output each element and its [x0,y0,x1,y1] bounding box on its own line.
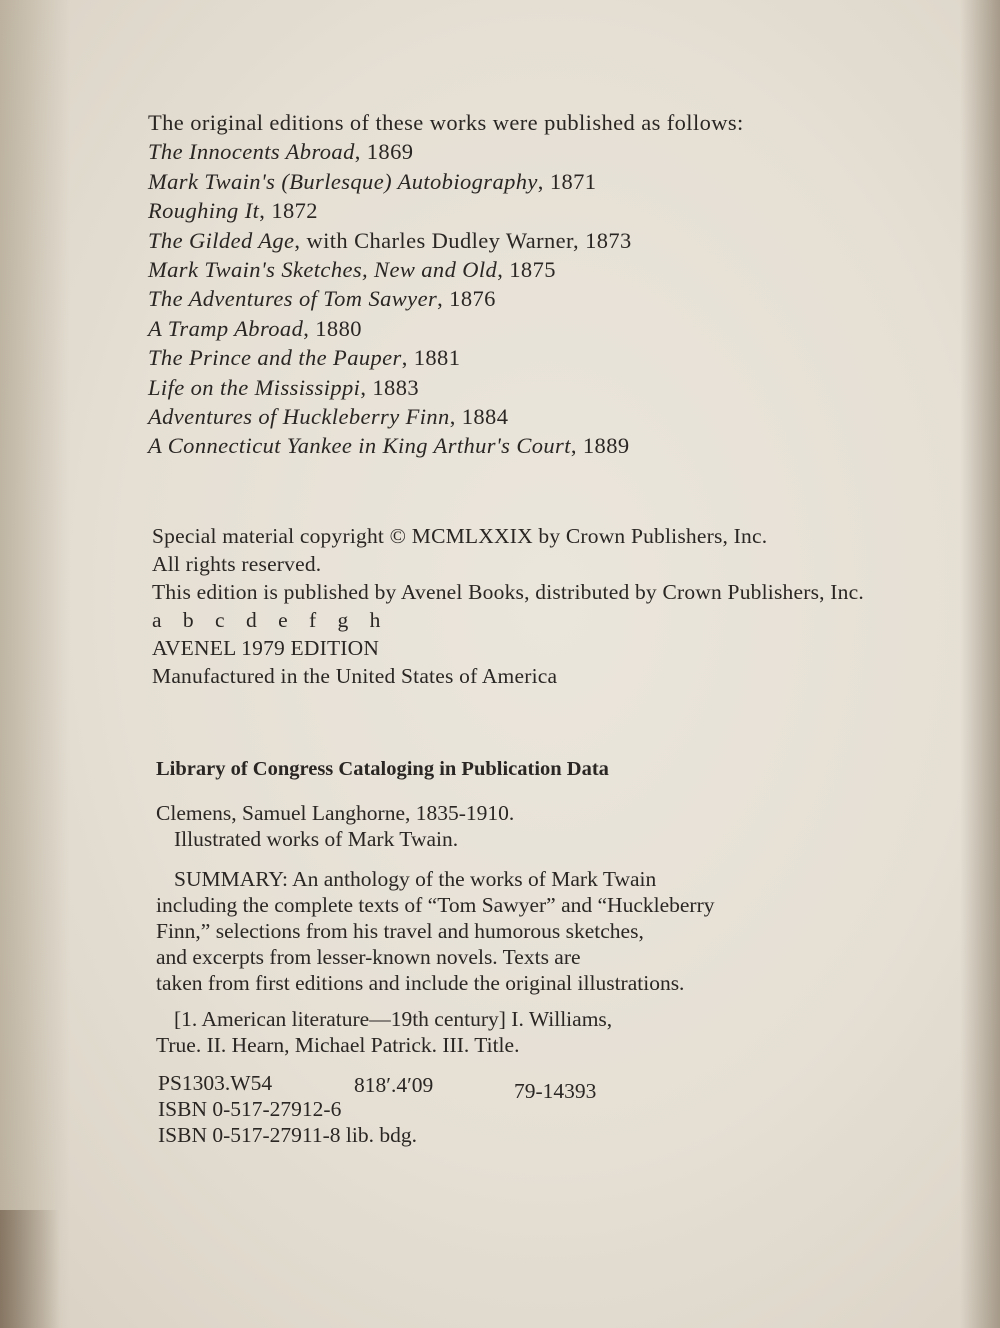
edition-item [148,196,744,225]
edition-year: , 1883 [360,374,419,400]
edition-year: , with Charles Dudley Warner, 1873 [294,227,632,253]
edition-item [148,343,744,372]
edition-item [148,373,744,402]
call-number: PS1303.W54 [158,1071,273,1095]
edition-item [148,314,744,343]
edition-year: , 1875 [497,257,556,283]
editions-items [148,137,744,460]
edition-title: Adventures of Huckleberry Finn [148,404,450,430]
cataloging-data-block [156,756,976,1152]
edition-title: The Prince and the Pauper [148,345,402,371]
edition-year: , 1876 [437,286,496,312]
summary-line: and excerpts from lesser-known novels. Texts are [156,945,581,969]
edition-year: , 1880 [303,315,362,341]
edition-title: A Tramp Abroad [148,315,304,341]
edition-title: A Connecticut Yankee in King Arthur's Court [148,433,571,459]
manufactured-line: Manufactured in the United States of America [152,664,558,688]
copyright-block [152,522,864,690]
edition-item [148,402,744,431]
publisher-line: This edition is published by Avenel Books, distributed by Crown Publishers, Inc. [152,580,864,604]
summary-line: including the complete texts of “Tom Sawyer” and “Huckleberry [156,893,715,917]
subject-line: [1. American literature—19th century] I. Williams, [174,1007,613,1031]
subject-line: True. II. Hearn, Michael Patrick. III. Title. [156,1033,520,1057]
rights-line: All rights reserved. [152,552,322,576]
edition-line: AVENEL 1979 EDITION [152,636,380,660]
cip-author: Clemens, Samuel Langhorne, 1835-1910. [156,801,515,825]
cip-heading: Library of Congress Cataloging in Publication Data [156,758,609,780]
edition-title: Life on the Mississippi [148,374,361,400]
edition-year: , 1869 [354,139,414,165]
copyright-line: Special material copyright © MCMLXXIX by Crown Publishers, Inc. [152,524,768,548]
cip-subjects [156,1006,976,1058]
edition-title: Roughing It [148,198,260,224]
binding-stain [0,1210,60,1328]
cip-summary [156,866,976,996]
cip-title: Illustrated works of Mark Twain. [174,827,459,851]
edition-item [148,431,744,460]
edition-year: , 1872 [259,198,318,224]
edition-year: , 1889 [570,433,630,459]
edition-year: , 1884 [449,404,509,430]
edition-item [148,284,744,313]
edition-year: , 1881 [401,345,461,371]
edition-item [148,226,744,255]
summary-line: taken from first editions and include the original illustrations. [156,971,685,995]
edition-year: , 1871 [537,168,597,194]
original-editions-list [148,108,744,461]
editions-intro: The original editions of these works were published as follows: [148,110,744,135]
edition-title: Mark Twain's Sketches, New and Old [148,257,498,283]
edition-title: The Adventures of Tom Sawyer [148,286,438,312]
isbn-trade: ISBN 0-517-27912-6 [158,1097,342,1121]
cip-codes [156,1070,976,1152]
summary-line: SUMMARY: An anthology of the works of Mark Twain [174,867,657,891]
printing-letters: a b c d e f g h [152,608,389,632]
summary-line: Finn,” selections from his travel and humorous sketches, [156,919,644,943]
edition-title: The Gilded Age [148,227,295,253]
edition-item [148,255,744,284]
edition-item [148,137,744,166]
dewey-number: 818′.4′09 [354,1073,434,1097]
edition-title: Mark Twain's (Burlesque) Autobiography [148,168,538,194]
edition-title: The Innocents Abroad [148,139,355,165]
isbn-library: ISBN 0-517-27911-8 lib. bdg. [158,1123,417,1147]
edition-item [148,167,744,196]
page-gutter-shadow [0,0,70,1328]
lccn: 79-14393 [514,1079,597,1103]
